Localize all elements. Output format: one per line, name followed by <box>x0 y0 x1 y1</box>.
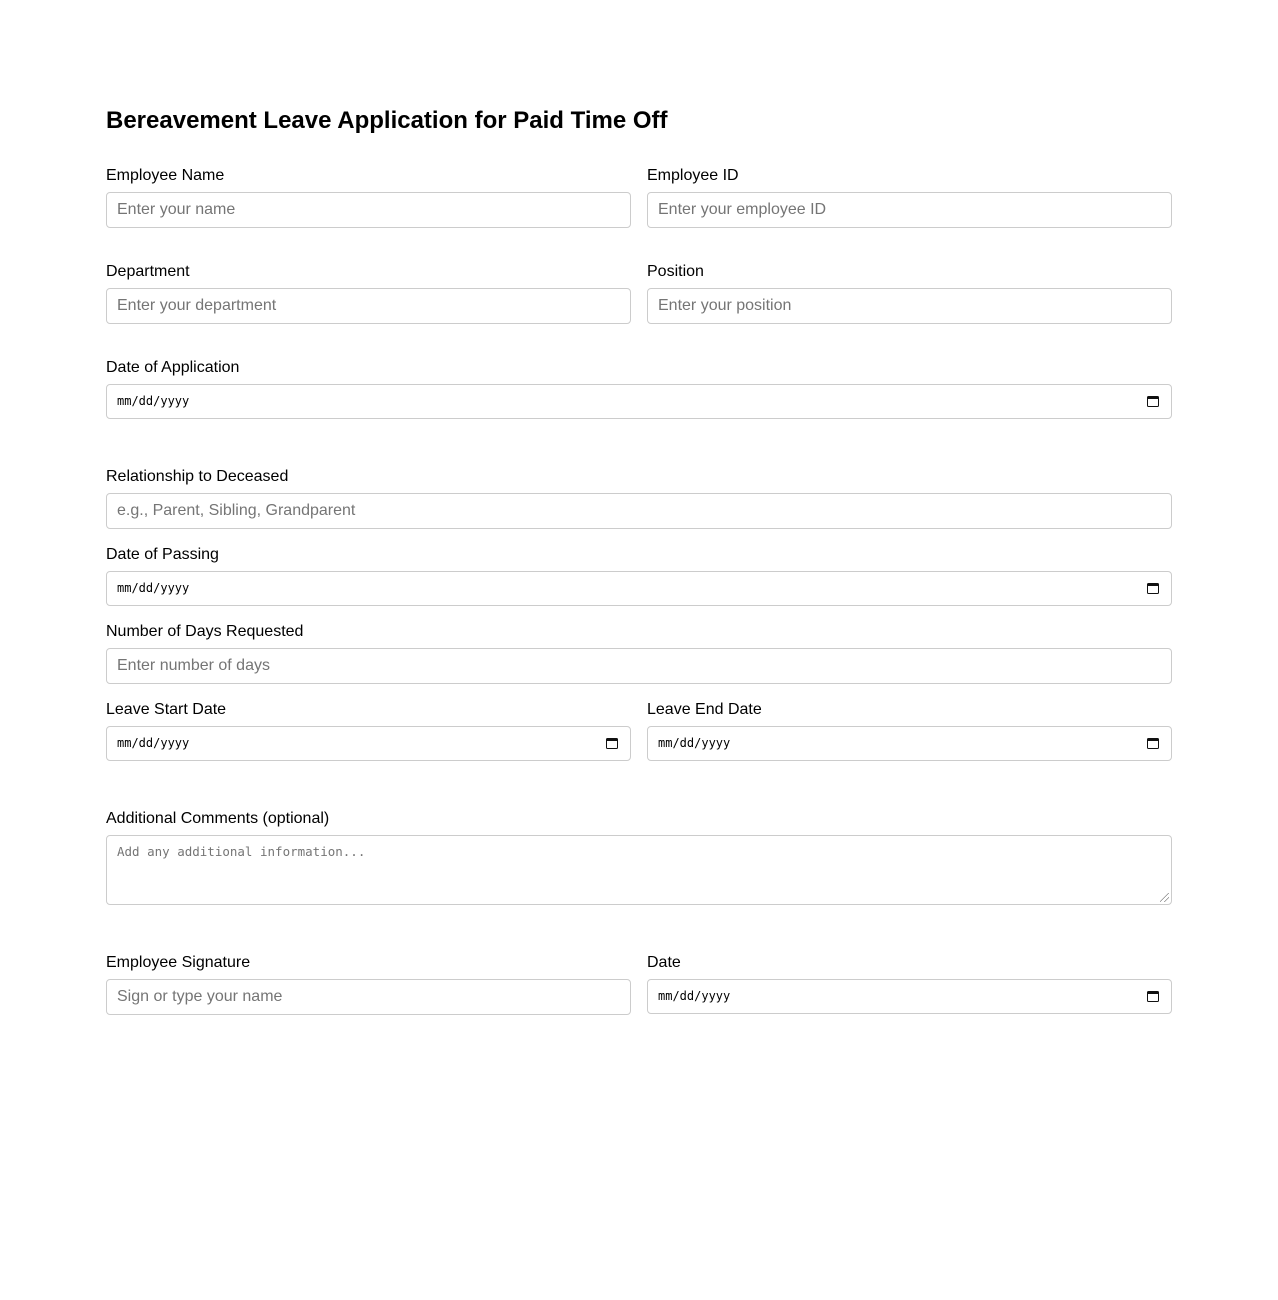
comments-placeholder: Add any additional information... <box>117 844 366 859</box>
signature-date-group <box>647 954 1172 1014</box>
calendar-icon[interactable] <box>1147 583 1159 594</box>
relationship-label: Relationship to Deceased <box>106 468 289 485</box>
date-of-passing-group <box>106 546 1172 606</box>
resize-handle-icon[interactable] <box>1160 893 1169 902</box>
days-requested-label: Number of Days Requested <box>106 623 304 640</box>
employee-id-input[interactable]: Enter your employee ID <box>647 192 1172 228</box>
department-group <box>106 263 631 324</box>
date-of-passing-label: Date of Passing <box>106 546 219 563</box>
leave-start-label: Leave Start Date <box>106 701 227 718</box>
date-of-passing-input[interactable] <box>106 571 1172 606</box>
date-format-text: mm/dd/yyyy <box>658 736 731 750</box>
department-input[interactable]: Enter your department <box>106 288 631 324</box>
employee-name-input[interactable]: Enter your name <box>106 192 631 228</box>
date-format-text: mm/dd/yyyy <box>117 394 190 408</box>
leave-end-label: Leave End Date <box>647 701 762 718</box>
leave-end-input[interactable] <box>647 726 1172 761</box>
date-format-text: mm/dd/yyyy <box>117 581 190 595</box>
calendar-icon[interactable] <box>1147 991 1159 1002</box>
department-label: Department <box>106 263 190 280</box>
comments-label: Additional Comments (optional) <box>106 810 330 827</box>
employee-name-label: Employee Name <box>106 167 225 184</box>
position-label: Position <box>647 263 704 280</box>
comments-group <box>106 810 1172 905</box>
date-of-application-input[interactable] <box>106 384 1172 419</box>
relationship-input[interactable]: e.g., Parent, Sibling, Grandparent <box>106 493 1172 529</box>
leave-start-input[interactable] <box>106 726 631 761</box>
signature-date-label: Date <box>647 954 681 971</box>
calendar-icon[interactable] <box>1147 738 1159 749</box>
calendar-icon[interactable] <box>606 738 618 749</box>
employee-name-group <box>106 167 631 228</box>
date-of-application-label: Date of Application <box>106 359 240 376</box>
relationship-group <box>106 468 1172 529</box>
employee-id-label: Employee ID <box>647 167 739 184</box>
position-group <box>647 263 1172 324</box>
comments-textarea[interactable] <box>106 835 1172 905</box>
signature-label: Employee Signature <box>106 954 251 971</box>
leave-end-group <box>647 701 1172 761</box>
page-title: Bereavement Leave Application for Paid Time Off <box>106 107 668 134</box>
date-of-application-group <box>106 359 1172 419</box>
days-requested-group <box>106 623 1172 684</box>
employee-id-group <box>647 167 1172 228</box>
date-format-text: mm/dd/yyyy <box>658 989 731 1003</box>
calendar-icon[interactable] <box>1147 396 1159 407</box>
position-input[interactable]: Enter your position <box>647 288 1172 324</box>
date-format-text: mm/dd/yyyy <box>117 736 190 750</box>
signature-date-input[interactable] <box>647 979 1172 1014</box>
leave-start-group <box>106 701 631 761</box>
signature-group <box>106 954 631 1015</box>
days-requested-input[interactable]: Enter number of days <box>106 648 1172 684</box>
signature-input[interactable]: Sign or type your name <box>106 979 631 1015</box>
